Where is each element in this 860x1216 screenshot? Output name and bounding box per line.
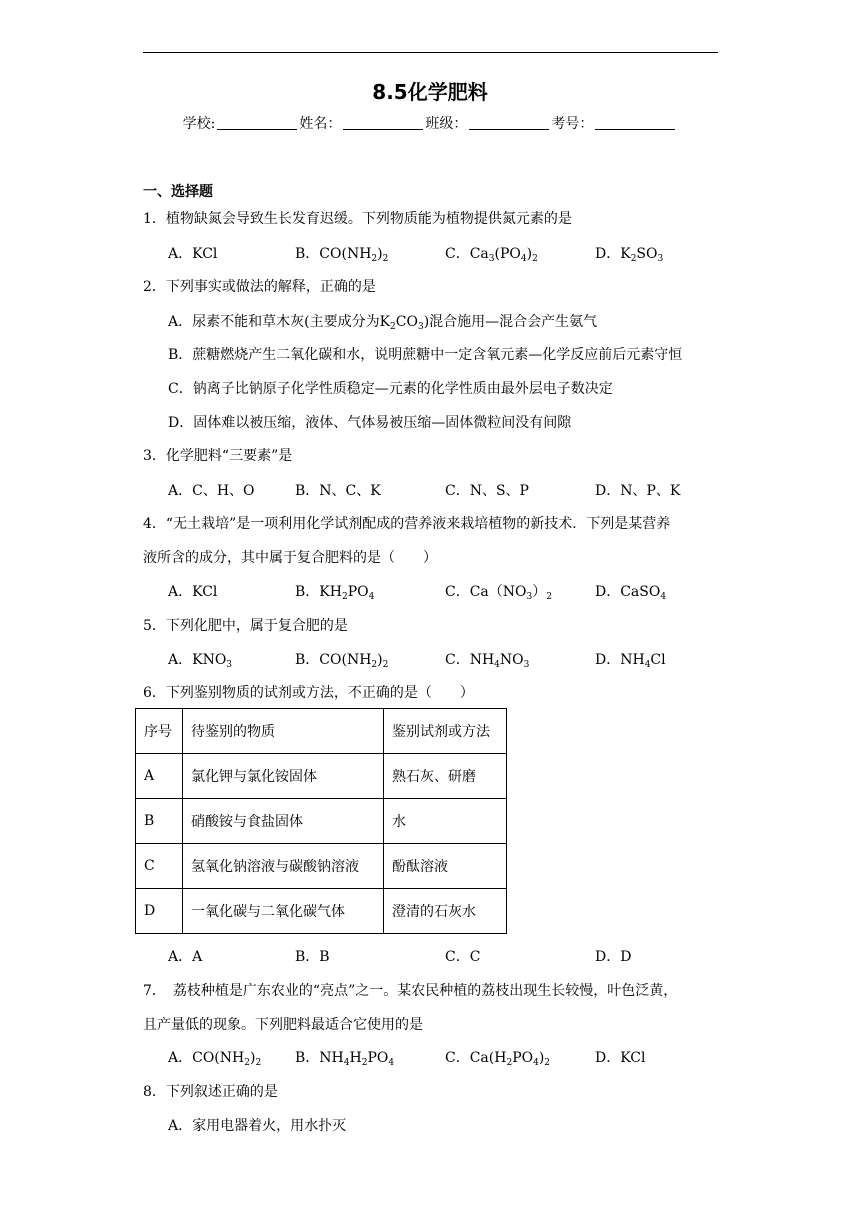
table-cell: 水 bbox=[384, 799, 507, 844]
q7-option-c[interactable]: C．$Ca(H_2PO_4)_2$ bbox=[445, 1050, 551, 1068]
table-header-row bbox=[136, 709, 507, 754]
q3-option-d[interactable]: D．N、P、K bbox=[595, 483, 681, 499]
q4-option-d[interactable]: D．CaSO$_4$ bbox=[595, 584, 667, 602]
q3-option-a[interactable]: A．C、H、O bbox=[168, 483, 255, 499]
q5-option-b[interactable]: B．$CO(NH_2)_2$ bbox=[295, 652, 389, 670]
q6-option-a[interactable]: A．A bbox=[168, 949, 203, 965]
table-header-cell: 序号 bbox=[136, 709, 183, 754]
q7-option-d[interactable]: D．KCl bbox=[595, 1050, 646, 1066]
q1-option-a[interactable]: A．KCl bbox=[168, 246, 218, 262]
table-cell: B bbox=[136, 799, 183, 844]
class-blank[interactable] bbox=[469, 115, 549, 130]
q7-option-b[interactable]: B．$NH_4H_2PO_4$ bbox=[295, 1050, 395, 1068]
table-header-cell: 待鉴别的物质 bbox=[183, 709, 384, 754]
q2-option-b[interactable]: B．蔗糖燃烧产生二氧化碳和水，说明蔗糖中一定含氧元素—化学反应前后元素守恒 bbox=[168, 347, 683, 363]
question-1-stem: 1．植物缺氮会导致生长发育迟缓。下列物质能为植物提供氮元素的是 bbox=[143, 211, 572, 227]
table-cell: 熟石灰、研磨 bbox=[384, 754, 507, 799]
q2-option-a[interactable]: A．尿素不能和草木灰(主要成分为$K_2CO_3$)混合施用—混合会产生氨气 bbox=[168, 314, 598, 332]
name-label: 姓名： bbox=[299, 116, 342, 132]
q3-option-c[interactable]: C．N、S、P bbox=[445, 483, 529, 499]
table-row bbox=[136, 799, 507, 844]
table-cell: 硝酸铵与食盐固体 bbox=[183, 799, 384, 844]
table-cell: 氯化钾与氯化铵固体 bbox=[183, 754, 384, 799]
exam-no-label: 考号： bbox=[551, 116, 594, 132]
table-cell: 氢氧化钠溶液与碳酸钠溶液 bbox=[183, 844, 384, 889]
header-rule bbox=[143, 52, 718, 53]
page-title: 8.5化学肥料 bbox=[372, 80, 488, 104]
table-row bbox=[136, 754, 507, 799]
table-header-cell: 鉴别试剂或方法 bbox=[384, 709, 507, 754]
q6-option-b[interactable]: B．B bbox=[295, 949, 330, 965]
question-7-stem-line1: 7． 荔枝种植是广东农业的“亮点”之一。某农民种植的荔枝出现生长较慢，叶色泛黄， bbox=[143, 983, 678, 999]
q4-option-c[interactable]: C．$Ca(NO_3)_2$ bbox=[445, 584, 552, 602]
q2-option-d[interactable]: D．固体难以被压缩，液体、气体易被压缩—固体微粒间没有间隙 bbox=[168, 415, 572, 431]
q1-option-b[interactable]: B．$CO(NH_2)_2$ bbox=[295, 246, 389, 264]
question-6-stem: 6．下列鉴别物质的试剂或方法，不正确的是（ ） bbox=[143, 685, 474, 701]
name-blank[interactable] bbox=[343, 115, 423, 130]
q5-option-d[interactable]: D．$NH_4Cl$ bbox=[595, 652, 666, 670]
q2-option-c[interactable]: C．钠离子比钠原子化学性质稳定—元素的化学性质由最外层电子数决定 bbox=[168, 381, 613, 397]
exam-no-blank[interactable] bbox=[595, 115, 675, 130]
table-cell: C bbox=[136, 844, 183, 889]
q5-option-a[interactable]: A．$KNO_3$ bbox=[168, 652, 233, 670]
table-cell: 一氧化碳与二氧化碳气体 bbox=[183, 889, 384, 934]
q4-option-a[interactable]: A．KCl bbox=[168, 584, 218, 600]
q6-option-d[interactable]: D．D bbox=[595, 949, 632, 965]
table-cell: A bbox=[136, 754, 183, 799]
table-cell: 澄清的石灰水 bbox=[384, 889, 507, 934]
q3-option-b[interactable]: B．N、C、K bbox=[295, 483, 381, 499]
q1-option-c[interactable]: C．$Ca_3(PO_4)_2$ bbox=[445, 246, 538, 264]
class-label: 班级： bbox=[425, 116, 468, 132]
q5-option-c[interactable]: C．$NH_4NO_3$ bbox=[445, 652, 530, 670]
question-5-stem: 5．下列化肥中，属于复合肥的是 bbox=[143, 618, 348, 634]
table-cell: 酚酞溶液 bbox=[384, 844, 507, 889]
question-4-stem-line1: 4．“无土栽培”是一项利用化学试剂配成的营养液来栽培植物的新技术．下列是某营养 bbox=[143, 516, 671, 532]
q6-option-c[interactable]: C．C bbox=[445, 949, 481, 965]
q4-option-b[interactable]: B．$KH_2PO_4$ bbox=[295, 584, 375, 602]
question-4-stem-line2: 液所含的成分，其中属于复合肥料的是（ ） bbox=[143, 550, 437, 566]
identification-table bbox=[135, 708, 507, 934]
school-label: 学校: bbox=[182, 116, 216, 132]
question-3-stem: 3．化学肥料“三要素”是 bbox=[143, 448, 293, 464]
q7-option-a[interactable]: A．$CO(NH_2)_2$ bbox=[168, 1050, 262, 1068]
question-2-stem: 2．下列事实或做法的解释，正确的是 bbox=[143, 279, 376, 295]
table-row bbox=[136, 889, 507, 934]
school-blank[interactable] bbox=[217, 115, 297, 130]
q1-option-d[interactable]: D．$K_2SO_3$ bbox=[595, 246, 664, 264]
table-row bbox=[136, 844, 507, 889]
table-cell: D bbox=[136, 889, 183, 934]
student-info-line bbox=[0, 113, 860, 133]
q8-option-a[interactable]: A．家用电器着火，用水扑灭 bbox=[168, 1118, 347, 1134]
question-7-stem-line2: 且产量低的现象。下列肥料最适合它使用的是 bbox=[143, 1017, 423, 1033]
section-heading: 一、选择题 bbox=[143, 184, 213, 200]
question-8-stem: 8．下列叙述正确的是 bbox=[143, 1084, 278, 1100]
